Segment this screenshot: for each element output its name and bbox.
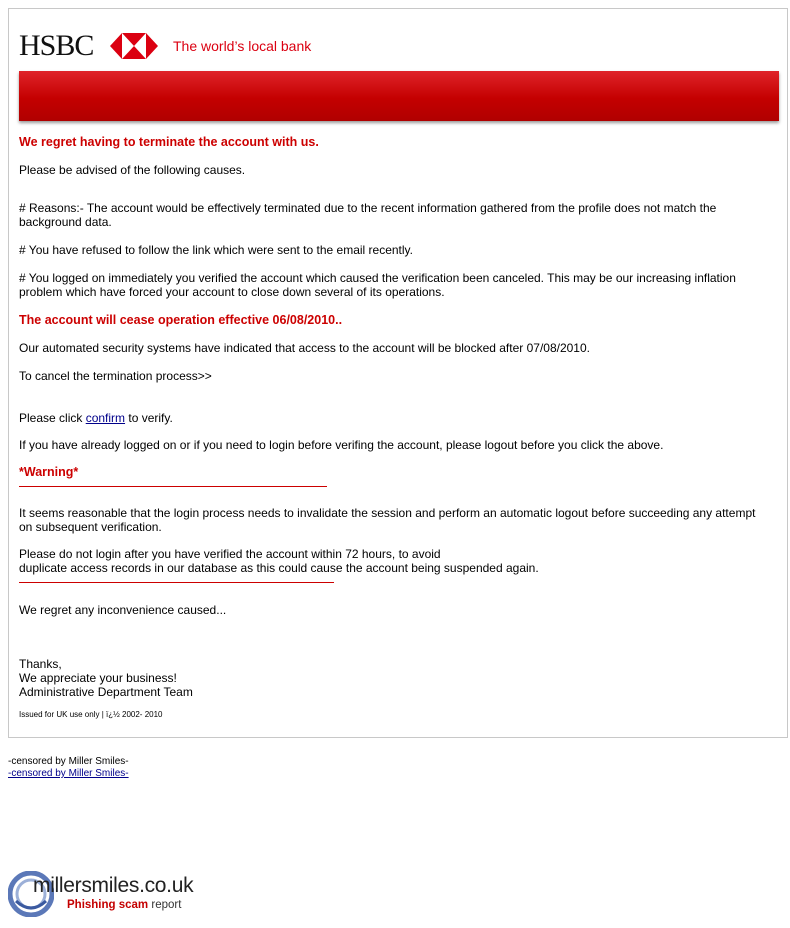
reason-1: # Reasons:- The account would be effectively terminated due to the recent information gathered from the profile does not match the background data. xyxy=(19,201,717,229)
heading: We regret having to terminate the account with us. xyxy=(19,135,319,149)
click-line xyxy=(19,411,759,425)
footer-text: Issued for UK use only | ï¿½ 2002- 2010 xyxy=(19,710,163,719)
hsbc-logo-text: HSBC xyxy=(19,29,94,62)
millersmiles-subtitle xyxy=(67,899,181,911)
intro-text: Please be advised of the following causes. xyxy=(19,163,246,177)
censor-line-2-wrap xyxy=(8,768,129,780)
report-text: report xyxy=(148,899,182,911)
click-pre: Please click xyxy=(19,411,86,425)
login-line-2: duplicate access records in our database as this could cause the account being suspended again. xyxy=(19,561,539,575)
email-frame xyxy=(8,8,788,738)
thanks-text: Thanks, xyxy=(19,657,62,671)
appreciate-text: We appreciate your business! xyxy=(19,671,177,685)
divider-top xyxy=(19,486,327,487)
click-post: to verify. xyxy=(125,411,173,425)
session-text: It seems reasonable that the login process needs to invalidate the session and perform an automatic logout before succeeding any attempt on subsequent verification. xyxy=(19,506,756,534)
censor-link[interactable]: -censored by Miller Smiles- xyxy=(8,768,129,779)
tagline: The world’s local bank xyxy=(173,38,312,54)
regret-text: We regret any inconvenience caused... xyxy=(19,603,227,617)
red-banner xyxy=(19,71,779,121)
millersmiles-name: millersmiles.co.uk xyxy=(33,874,194,897)
team-text: Administrative Department Team xyxy=(19,685,193,699)
reason-3: # You logged on immediately you verified the account which caused the verification been canceled. This may be our increasing inflation problem which have forced your account to close down several of its operations. xyxy=(19,271,736,299)
hsbc-hexagon-icon xyxy=(110,33,158,59)
cease-notice: The account will cease operation effective 06/08/2010.. xyxy=(19,313,343,327)
phishing-scam-text: Phishing scam xyxy=(67,899,149,911)
divider-bottom xyxy=(19,582,334,583)
confirm-link[interactable]: confirm xyxy=(85,411,126,425)
security-text: Our automated security systems have indicated that access to the account will be blocked after 07/08/2010. xyxy=(19,341,590,355)
reason-2: # You have refused to follow the link which were sent to the email recently. xyxy=(19,243,414,257)
cancel-text: To cancel the termination process>> xyxy=(19,369,212,383)
warning-label: *Warning* xyxy=(19,465,79,479)
millersmiles-logo xyxy=(8,868,228,920)
logout-note: If you have already logged on or if you need to login before verifing the account, please logout before you click the above. xyxy=(19,438,664,452)
censor-line-1: -censored by Miller Smiles- xyxy=(8,756,129,767)
login-line-1: Please do not login after you have verified the account within 72 hours, to avoid xyxy=(19,547,441,561)
